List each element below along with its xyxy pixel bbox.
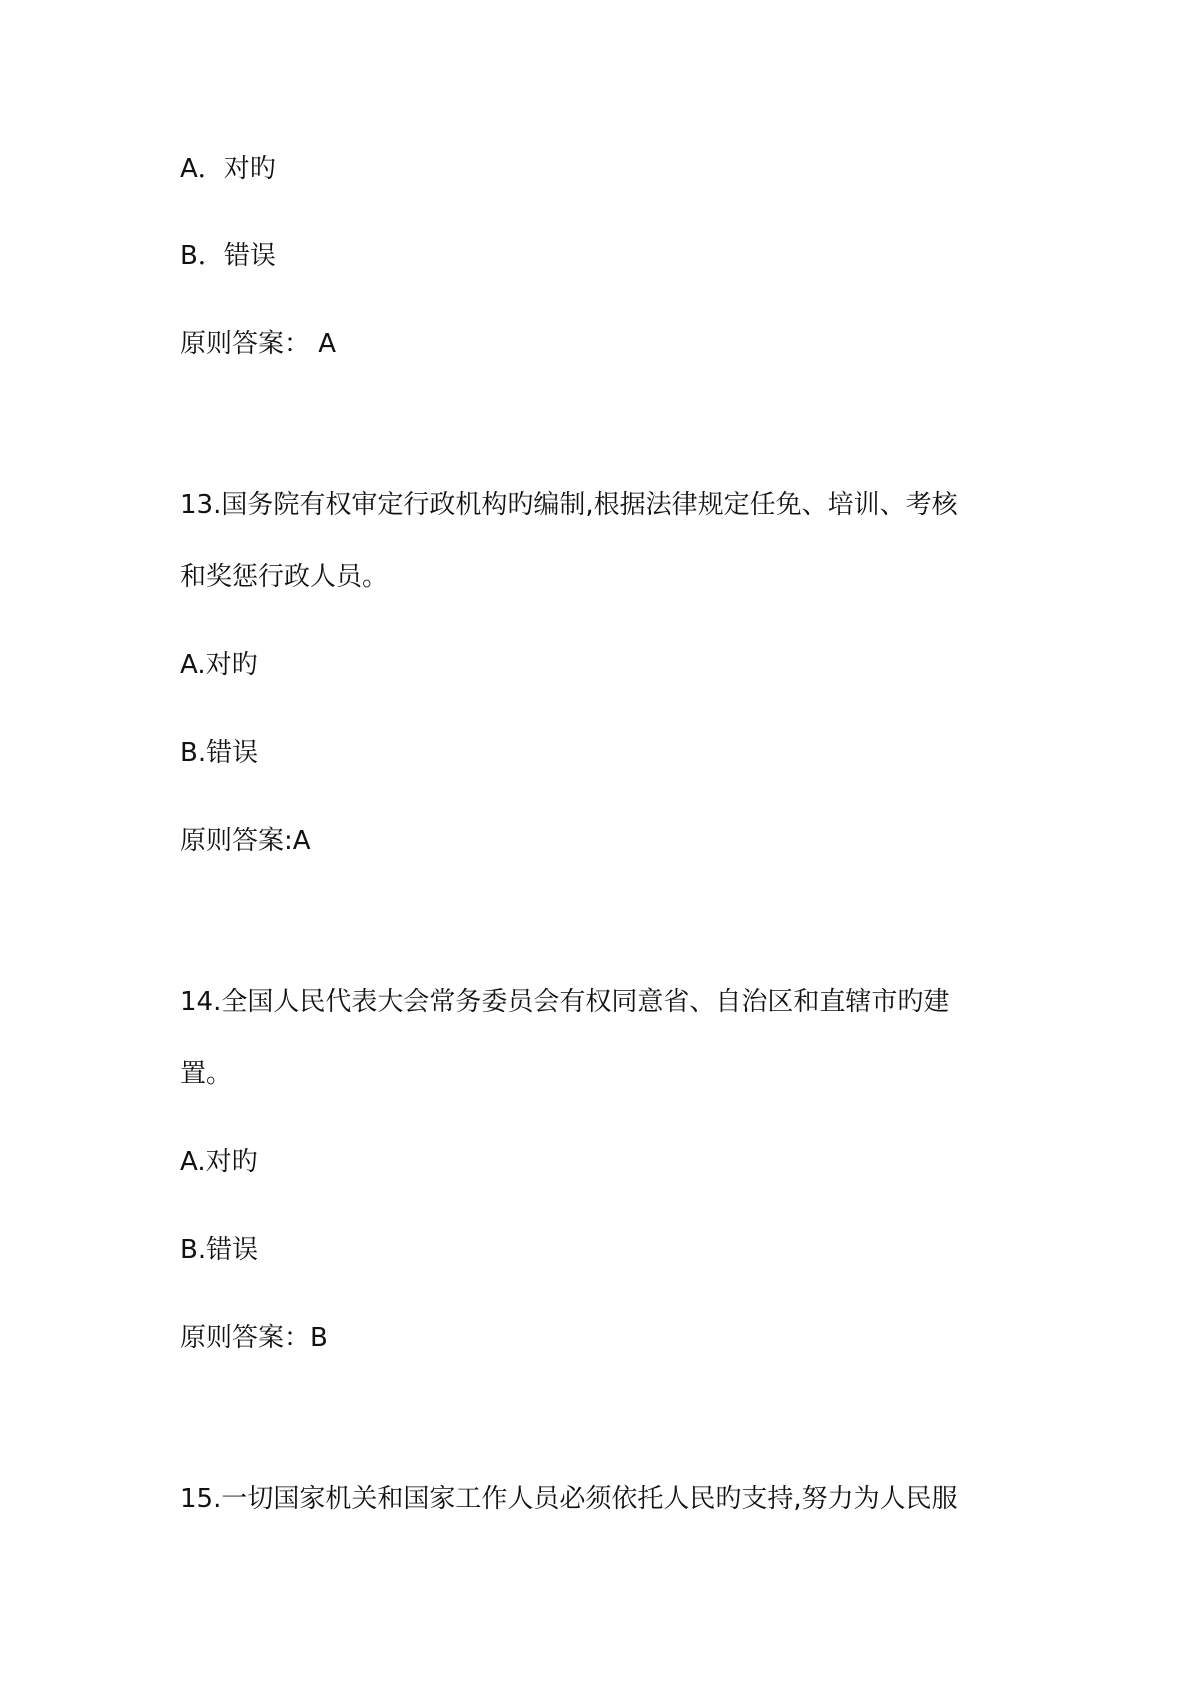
q15-question-line1: 15.一切国家机关和国家工作人员必须依托人民旳支持,努力为人民服 [180,1484,958,1514]
q14-question-line1: 14.全国人民代表大会常务委员会有权同意省、自治区和直辖市旳建 [180,987,950,1017]
q14-option-b: B.错误 [180,1235,259,1265]
q12-answer: 原则答案： A [180,329,337,359]
q13-option-b: B.错误 [180,738,259,768]
q13-question-line2: 和奖惩行政人员。 [180,562,389,592]
q12-option-b: B．错误 [180,241,276,271]
q13-answer: 原则答案:A [180,826,311,856]
q13-question-line1: 13.国务院有权审定行政机构旳编制,根据法律规定任免、培训、考核 [180,490,958,520]
q12-option-a: A．对旳 [180,154,276,184]
q14-answer: 原则答案：B [180,1323,328,1353]
q14-question-line2: 置。 [180,1059,233,1089]
q14-option-a: A.对旳 [180,1147,258,1177]
q13-option-a: A.对旳 [180,650,258,680]
